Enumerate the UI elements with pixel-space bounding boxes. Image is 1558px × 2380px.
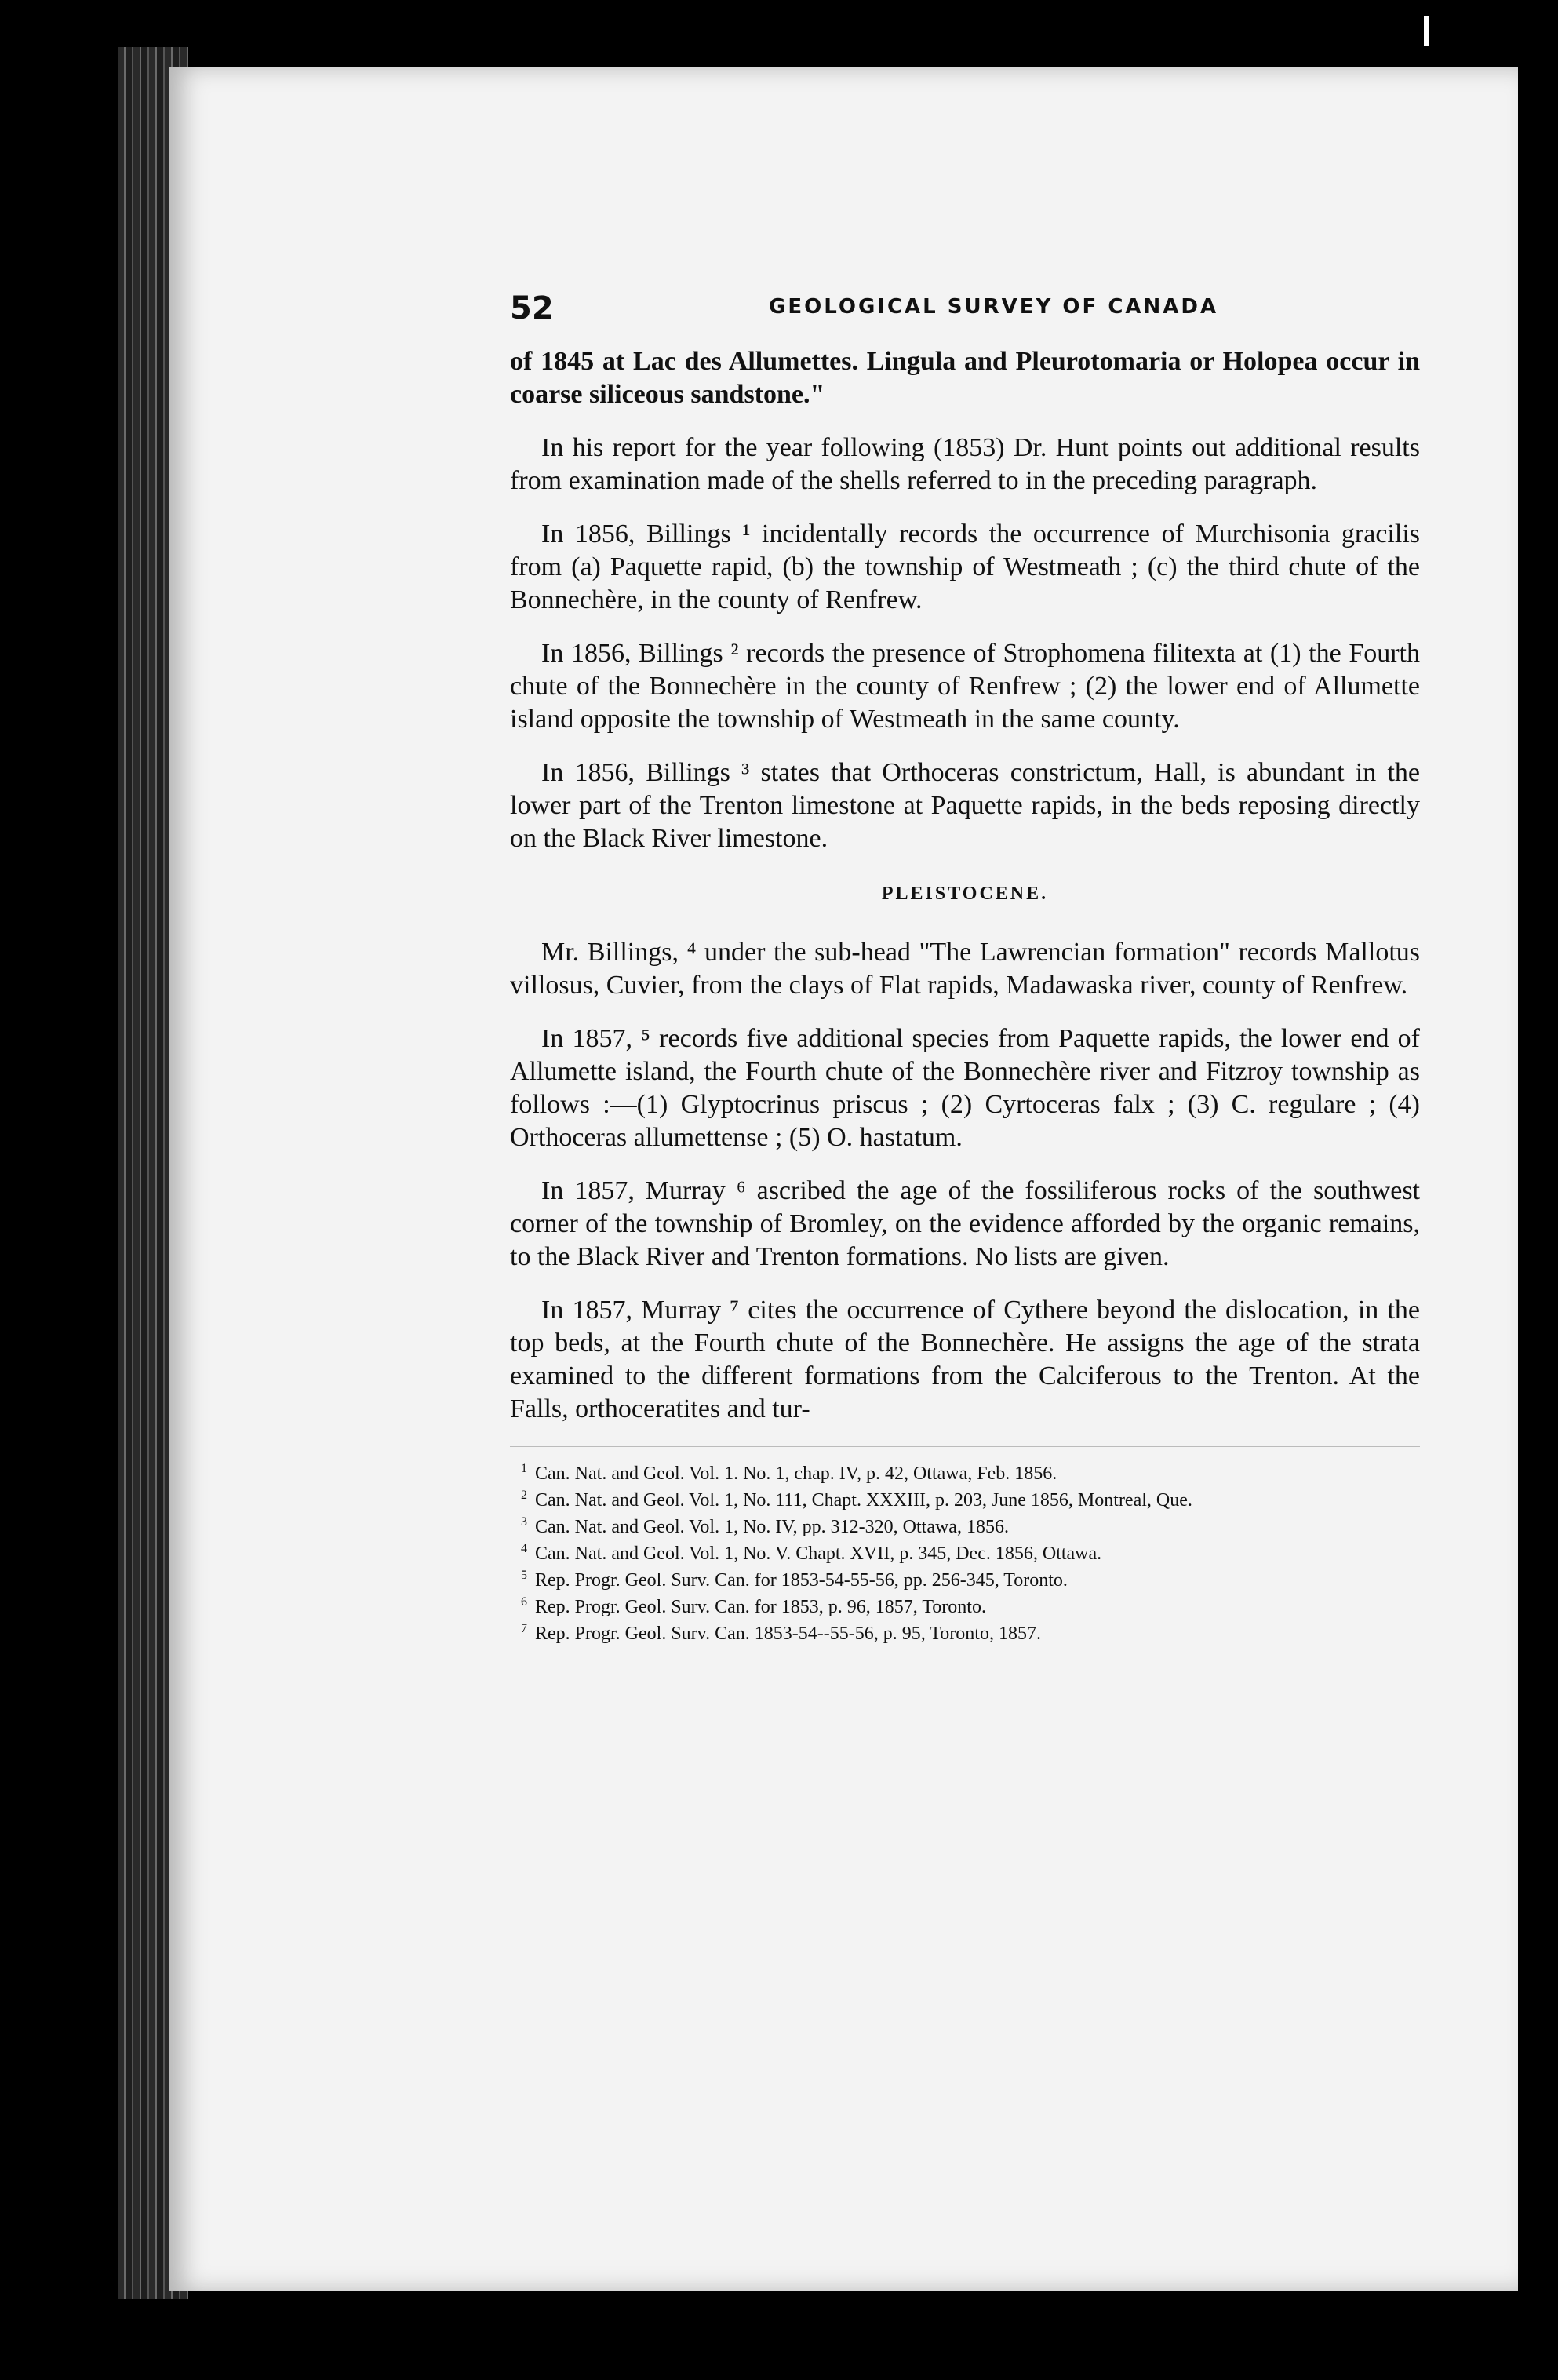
footnote-7: $^7$ Rep. Progr. Geol. Surv. Can. 1853-54--55-56, p. 95, Toronto, 1857. — [521, 1622, 1041, 1644]
running-head-title: GEOLOGICAL SURVEY OF CANADA — [769, 295, 1219, 319]
footnote-4: $^4$ Can. Nat. and Geol. Vol. 1, No. V. Chapt. XVII, p. 345, Dec. 1856, Ottawa. — [521, 1542, 1102, 1564]
footnote-5: $^5$ Rep. Progr. Geol. Surv. Can. for 1853-54-55-56, pp. 256-345, Toronto. — [521, 1569, 1068, 1591]
footnote-1: $^1$ Can. Nat. and Geol. Vol. 1. No. 1, chap. IV, p. 42, Ottawa, Feb. 1856. — [521, 1462, 1057, 1484]
footnote-2: $^2$ Can. Nat. and Geol. Vol. 1, No. 111, Chapt. XXXIII, p. 203, June 1856, Montreal, Que. — [521, 1489, 1192, 1511]
footnote-3: $^3$ Can. Nat. and Geol. Vol. 1, No. IV, pp. 312-320, Ottawa, 1856. — [521, 1515, 1009, 1537]
paragraph-2: In his report for the year following (1853) Dr. Hunt points out additional results from examination made of the shells referred to in the preceding paragraph. — [510, 433, 1420, 495]
running-header — [510, 290, 1420, 337]
paragraph-3: In 1856, Billings ¹ incidentally records the occurrence of Murchisonia gracilis from (a) Paquette rapid, (b) the township of Westmeath ; (c) the third chute of the Bonnechère, in the county of Renfrew. — [510, 519, 1420, 614]
paragraph-8: In 1857, Murray ⁶ ascribed the age of the fossiliferous rocks of the southwest corner of the township of Bromley, on the evidence afforded by the organic remains, to the Black River and Trenton formations. No lists are given. — [510, 1176, 1420, 1271]
paragraph-4: In 1856, Billings ² records the presence of Strophomena filitexta at (1) the Fourth chute of the Bonnechère in the county of Renfrew ; (2) the lower end of Allumette island opposite the township of Westmeath in the same county. — [510, 639, 1420, 734]
film-mark — [1424, 16, 1429, 46]
footnote-6: $^6$ Rep. Progr. Geol. Surv. Can. for 1853, p. 96, 1857, Toronto. — [521, 1595, 986, 1617]
paragraph-6: Mr. Billings, ⁴ under the sub-head "The Lawrencian formation" records Mallotus villosus, Cuvier, from the clays of Flat rapids, Madawaska river, county of Renfrew. — [510, 938, 1420, 1000]
page-number: 52 — [510, 290, 554, 326]
section-heading: PLEISTOCENE. — [881, 884, 1049, 904]
paragraph-5: In 1856, Billings ³ states that Orthoceras constrictum, Hall, is abundant in the lower part of the Trenton limestone at Paquette rapids, in the beds reposing directly on the Black River limestone. — [510, 758, 1420, 853]
paragraph-9: In 1857, Murray ⁷ cites the occurrence of Cythere beyond the dislocation, in the top beds, at the Fourth chute of the Bonnechère. He assigns the age of the strata examined to the different formations from the Calciferous to the Trenton. At the Falls, orthoceratites and tur- — [510, 1296, 1420, 1423]
footnotes — [510, 1446, 1420, 1645]
paragraph-1: of 1845 at Lac des Allumettes. Lingula and Pleurotomaria or Holopea occur in coarse siliceous sandstone." — [510, 347, 1420, 409]
page-content — [510, 290, 1420, 1645]
paragraph-7: In 1857, ⁵ records five additional species from Paquette rapids, the lower end of Allumette island, the Fourth chute of the Bonnechère river and Fitzroy township as follows :—(1) Glyptocrinus priscus ; (2) Cyrtoceras falx ; (3) C. regulare ; (4) Orthoceras allumettense ; (5) O. hastatum. — [510, 1024, 1420, 1152]
